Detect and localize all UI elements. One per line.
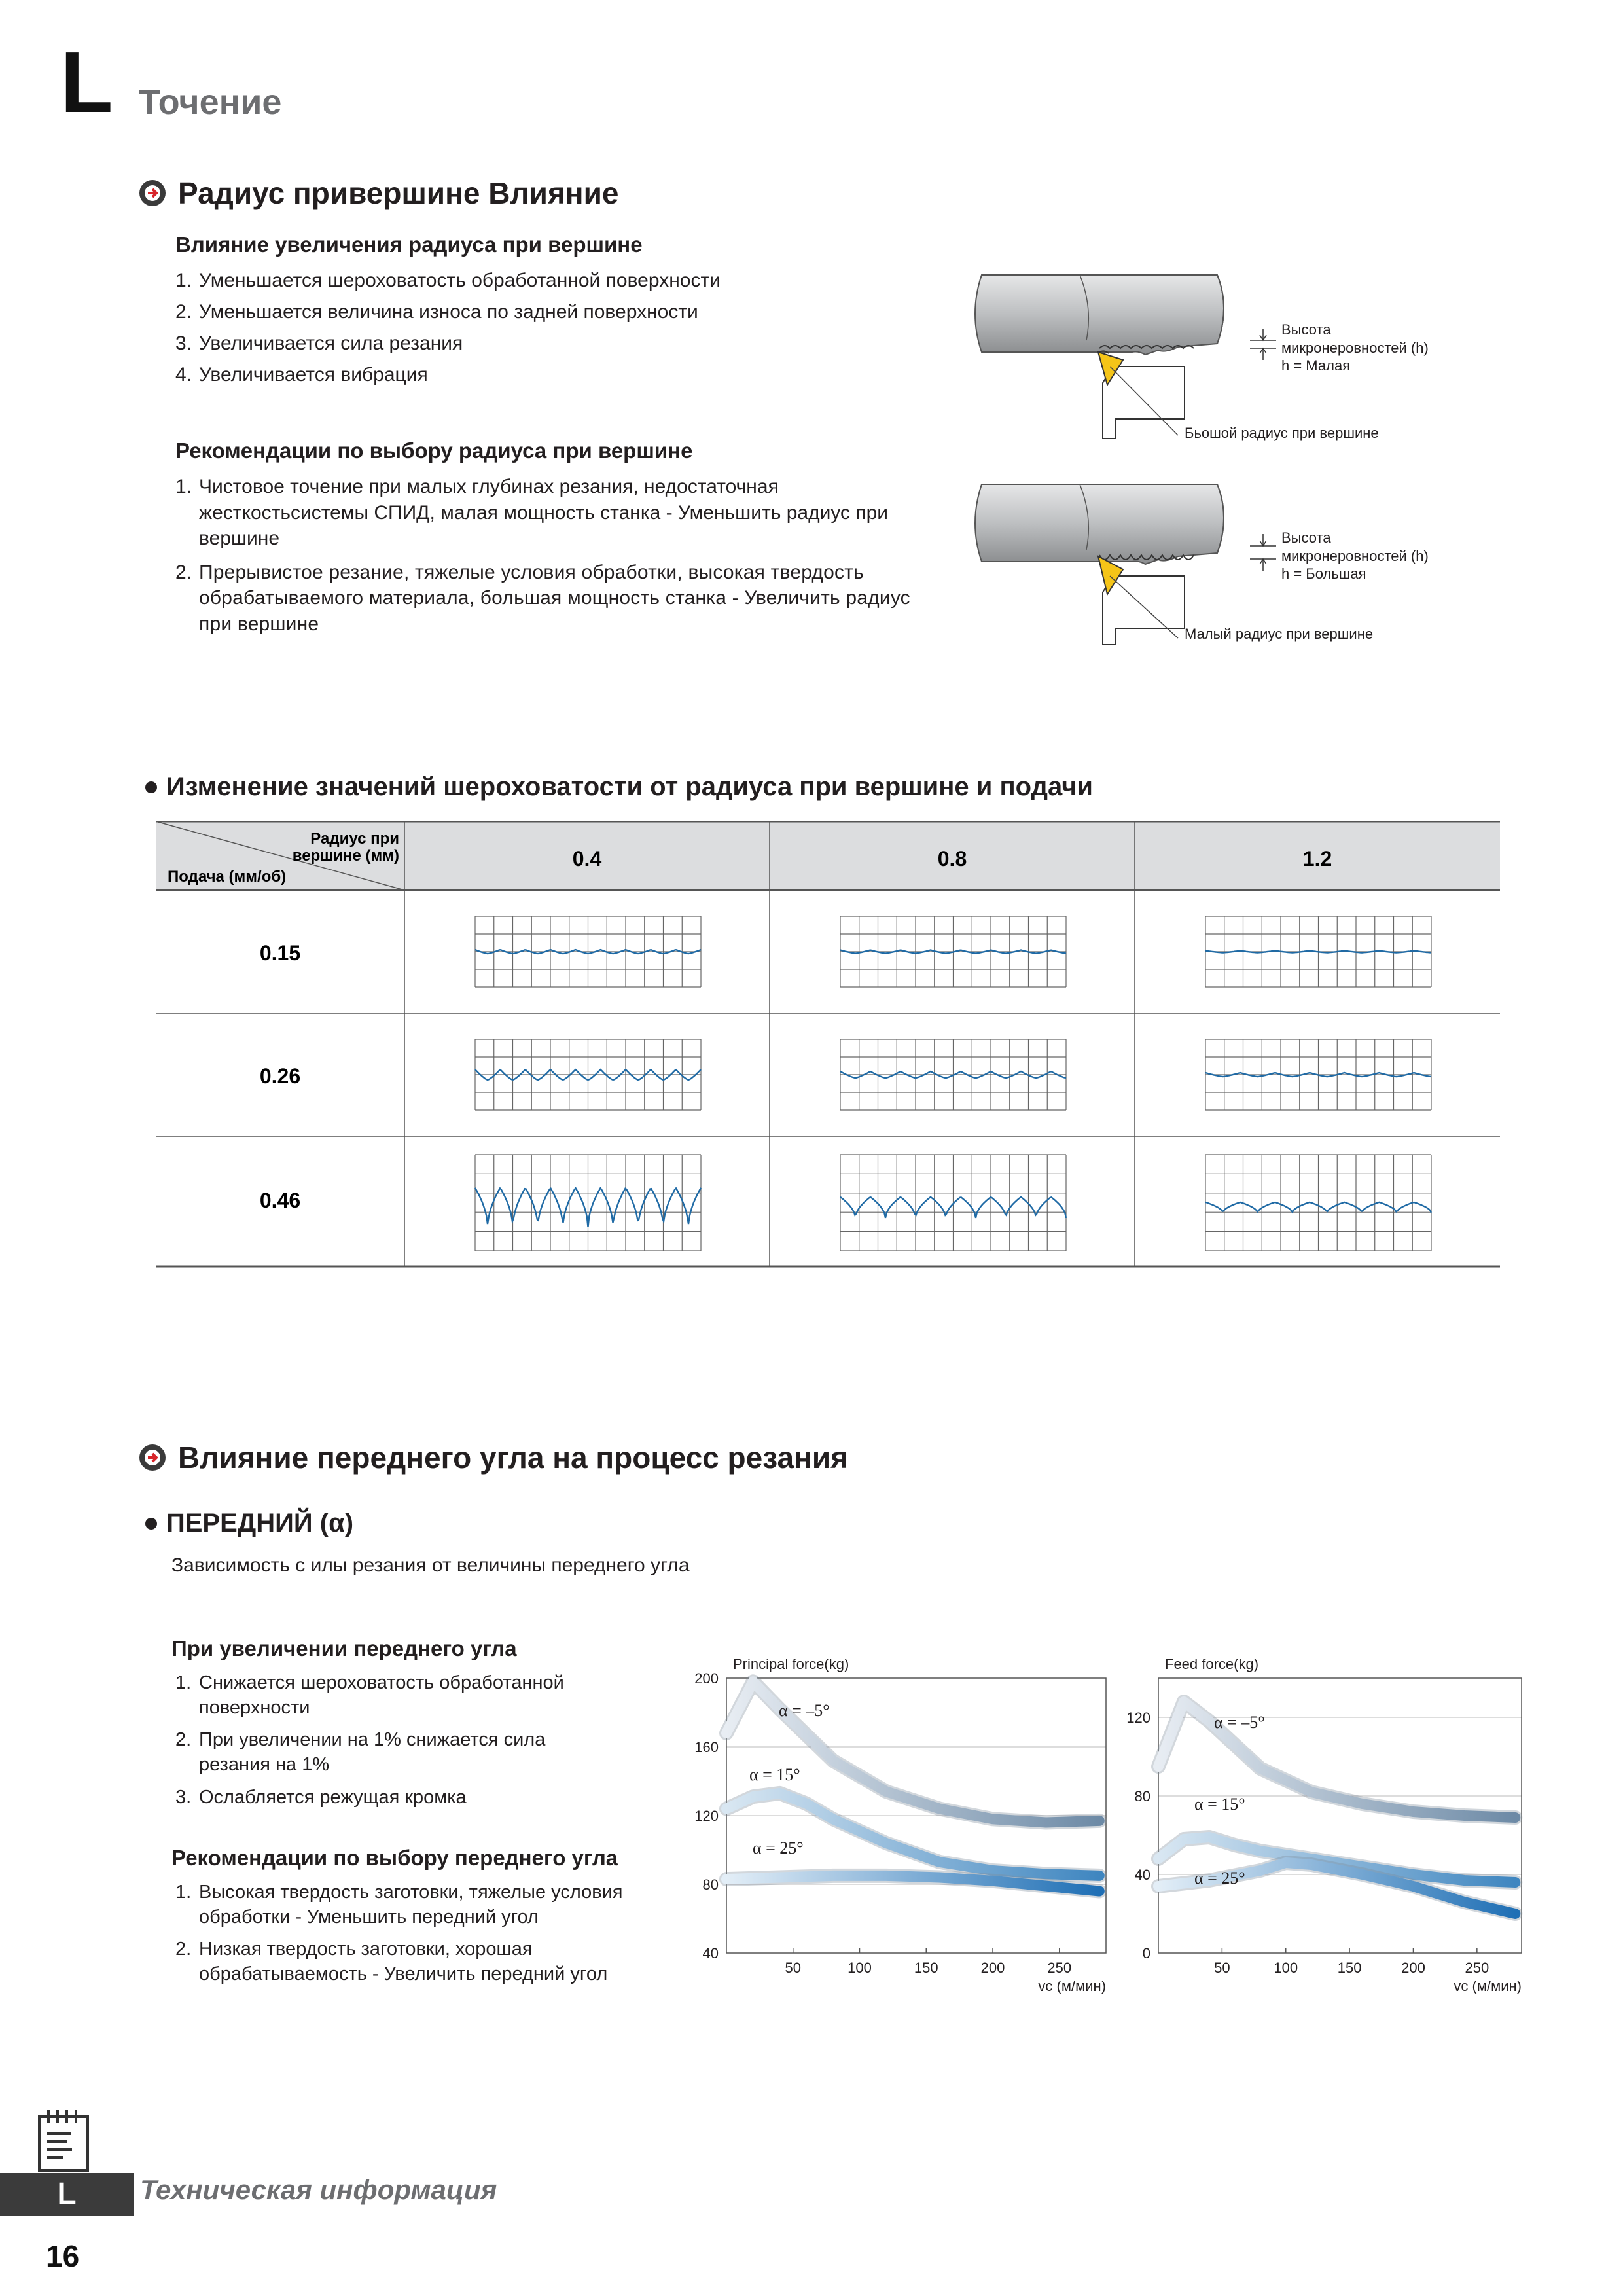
roughness-profile — [840, 916, 1066, 987]
y-tick-label: 160 — [694, 1739, 719, 1755]
effect-list — [175, 271, 961, 395]
page-number: 16 — [46, 2239, 80, 2273]
list-item: 3. Ослабляется режущая кромка — [175, 1786, 467, 1808]
series-label: α = 25° — [753, 1839, 804, 1857]
section-title-rake-angle — [139, 1440, 848, 1475]
col-header: 0.8 — [937, 847, 967, 870]
chart-title: Feed force(kg) — [1165, 1656, 1259, 1672]
rake-angle-bullet: ПЕРЕДНИЙ (α) — [145, 1509, 353, 1538]
y-tick-label: 200 — [694, 1670, 719, 1687]
row-header: 0.26 — [259, 1064, 301, 1088]
col-header: 1.2 — [1302, 847, 1332, 870]
increase-subtitle: При увеличении переднего угла — [171, 1636, 517, 1660]
col-header: 0.4 — [572, 847, 602, 870]
y-tick-label: 40 — [1134, 1867, 1150, 1883]
list-item: 1. Чистовое точение при малых глубинах резания, недостаточная жесткостьсистемы СПИД, малая мощность станка - Уменьшить радиус при вершине — [175, 476, 889, 550]
roughness-height-label: Высота микронеровностей (h) h = Большая — [1281, 529, 1429, 582]
list-item: 1. Высокая твердость заготовки, тяжелые условия обработки - Уменьшить передний угол — [175, 1882, 623, 1928]
x-tick-label: 150 — [1337, 1960, 1362, 1976]
feed-force-chart — [1113, 1649, 1531, 2003]
y-tick-label: 40 — [702, 1945, 719, 1962]
x-axis-label: vc (м/мин) — [1038, 1978, 1106, 1994]
footer-section-title: Техническая информация — [140, 2174, 497, 2205]
roughness-profile — [1205, 1039, 1431, 1110]
x-tick-label: 250 — [1047, 1960, 1072, 1976]
list-item: 4. Увеличивается вибрация — [175, 364, 428, 386]
section-title-corner-radius — [139, 175, 618, 211]
section-title-text: Влияние переднего угла на процесс резания — [178, 1441, 848, 1475]
corner-top-label-2: вершине (мм) — [292, 847, 399, 865]
y-tick-label: 120 — [694, 1808, 719, 1824]
small-radius-caption: Малый радиус при вершине — [1185, 626, 1374, 642]
x-tick-label: 50 — [1214, 1960, 1230, 1976]
rake-angle-subtitle: Зависимость с илы резания от величины переднего угла — [171, 1554, 690, 1576]
chapter-title: Точение — [139, 82, 282, 122]
y-tick-label: 120 — [1126, 1710, 1150, 1726]
series-label: α = 15° — [749, 1765, 800, 1784]
x-tick-label: 200 — [1401, 1960, 1425, 1976]
list-item: 2. При увеличении на 1% снижается сила резания на 1% — [175, 1729, 546, 1776]
x-tick-label: 50 — [785, 1960, 801, 1976]
series-label: α = –5° — [1214, 1713, 1265, 1732]
roughness-profile — [1205, 1155, 1431, 1251]
increase-list — [175, 1671, 699, 1810]
x-axis-label: vc (м/мин) — [1454, 1978, 1522, 1994]
recommendation-list — [175, 474, 915, 645]
list-item: 2. Низкая твердость заготовки, хорошая обрабатываемость - Увеличить передний угол — [175, 1939, 608, 1985]
chapter-letter: L — [60, 34, 113, 130]
roughness-profiles — [475, 916, 1431, 1251]
principal-force-chart — [681, 1649, 1113, 2003]
list-item: 2. Прерывистое резание, тяжелые условия обработки, высокая твердость обрабатываемого материала, большая мощность станка - Увеличить радиус при вершине — [175, 561, 910, 635]
roughness-profile — [475, 916, 701, 987]
footer-chapter-tab: L — [0, 2173, 134, 2216]
arrow-circle-icon — [139, 179, 166, 207]
y-tick-label: 80 — [702, 1876, 719, 1893]
list-item: 1. Уменьшается шероховатость обработанной поверхности — [175, 270, 721, 291]
corner-top-label-1: Радиус при — [310, 830, 399, 848]
roughness-profile — [840, 1155, 1066, 1251]
list-item: 3. Увеличивается сила резания — [175, 332, 463, 354]
x-tick-label: 100 — [1274, 1960, 1298, 1976]
notebook-icon — [34, 2108, 93, 2173]
roughness-table — [156, 821, 1500, 1268]
x-tick-label: 200 — [980, 1960, 1005, 1976]
list-item: 2. Уменьшается величина износа по задней поверхности — [175, 301, 698, 323]
rake-recommendation-subtitle: Рекомендации по выбору переднего угла — [171, 1846, 618, 1870]
x-tick-label: 250 — [1465, 1960, 1489, 1976]
x-tick-label: 100 — [847, 1960, 872, 1976]
large-radius-caption: Бьошой радиус при вершине — [1185, 425, 1379, 441]
series-label: α = 15° — [1194, 1795, 1245, 1814]
roughness-height-label: Высота микронеровностей (h) h = Малая — [1281, 321, 1429, 374]
bullet-dot — [145, 1518, 157, 1530]
corner-bottom-label: Подача (мм/об) — [168, 868, 287, 886]
rake-recommendation-list — [175, 1880, 699, 1987]
series-label: α = –5° — [779, 1701, 830, 1720]
recommendation-subtitle: Рекомендации по выбору радиуса при вершине — [175, 439, 693, 463]
y-tick-label: 80 — [1134, 1788, 1150, 1804]
section-title-text: Радиус привершине Влияние — [178, 176, 619, 210]
y-tick-label: 0 — [1142, 1945, 1150, 1962]
roughness-profile — [1205, 916, 1431, 987]
list-item: 1. Снижается шероховатость обработанной поверхности — [175, 1672, 564, 1718]
roughness-profile — [475, 1155, 701, 1251]
arrow-circle-icon — [139, 1444, 166, 1471]
chart-title: Principal force(kg) — [733, 1656, 849, 1672]
row-header: 0.46 — [259, 1189, 301, 1212]
effect-subtitle: Влияние увеличения радиуса при вершине — [175, 232, 643, 257]
x-tick-label: 150 — [914, 1960, 938, 1976]
roughness-table-title: Изменение значений шероховатости от радиуса при вершине и подачи — [145, 772, 1093, 802]
bullet-dot — [145, 781, 157, 793]
roughness-profile — [840, 1039, 1066, 1110]
series-label: α = 25° — [1194, 1869, 1245, 1888]
roughness-profile — [475, 1039, 701, 1110]
row-header: 0.15 — [259, 941, 301, 965]
